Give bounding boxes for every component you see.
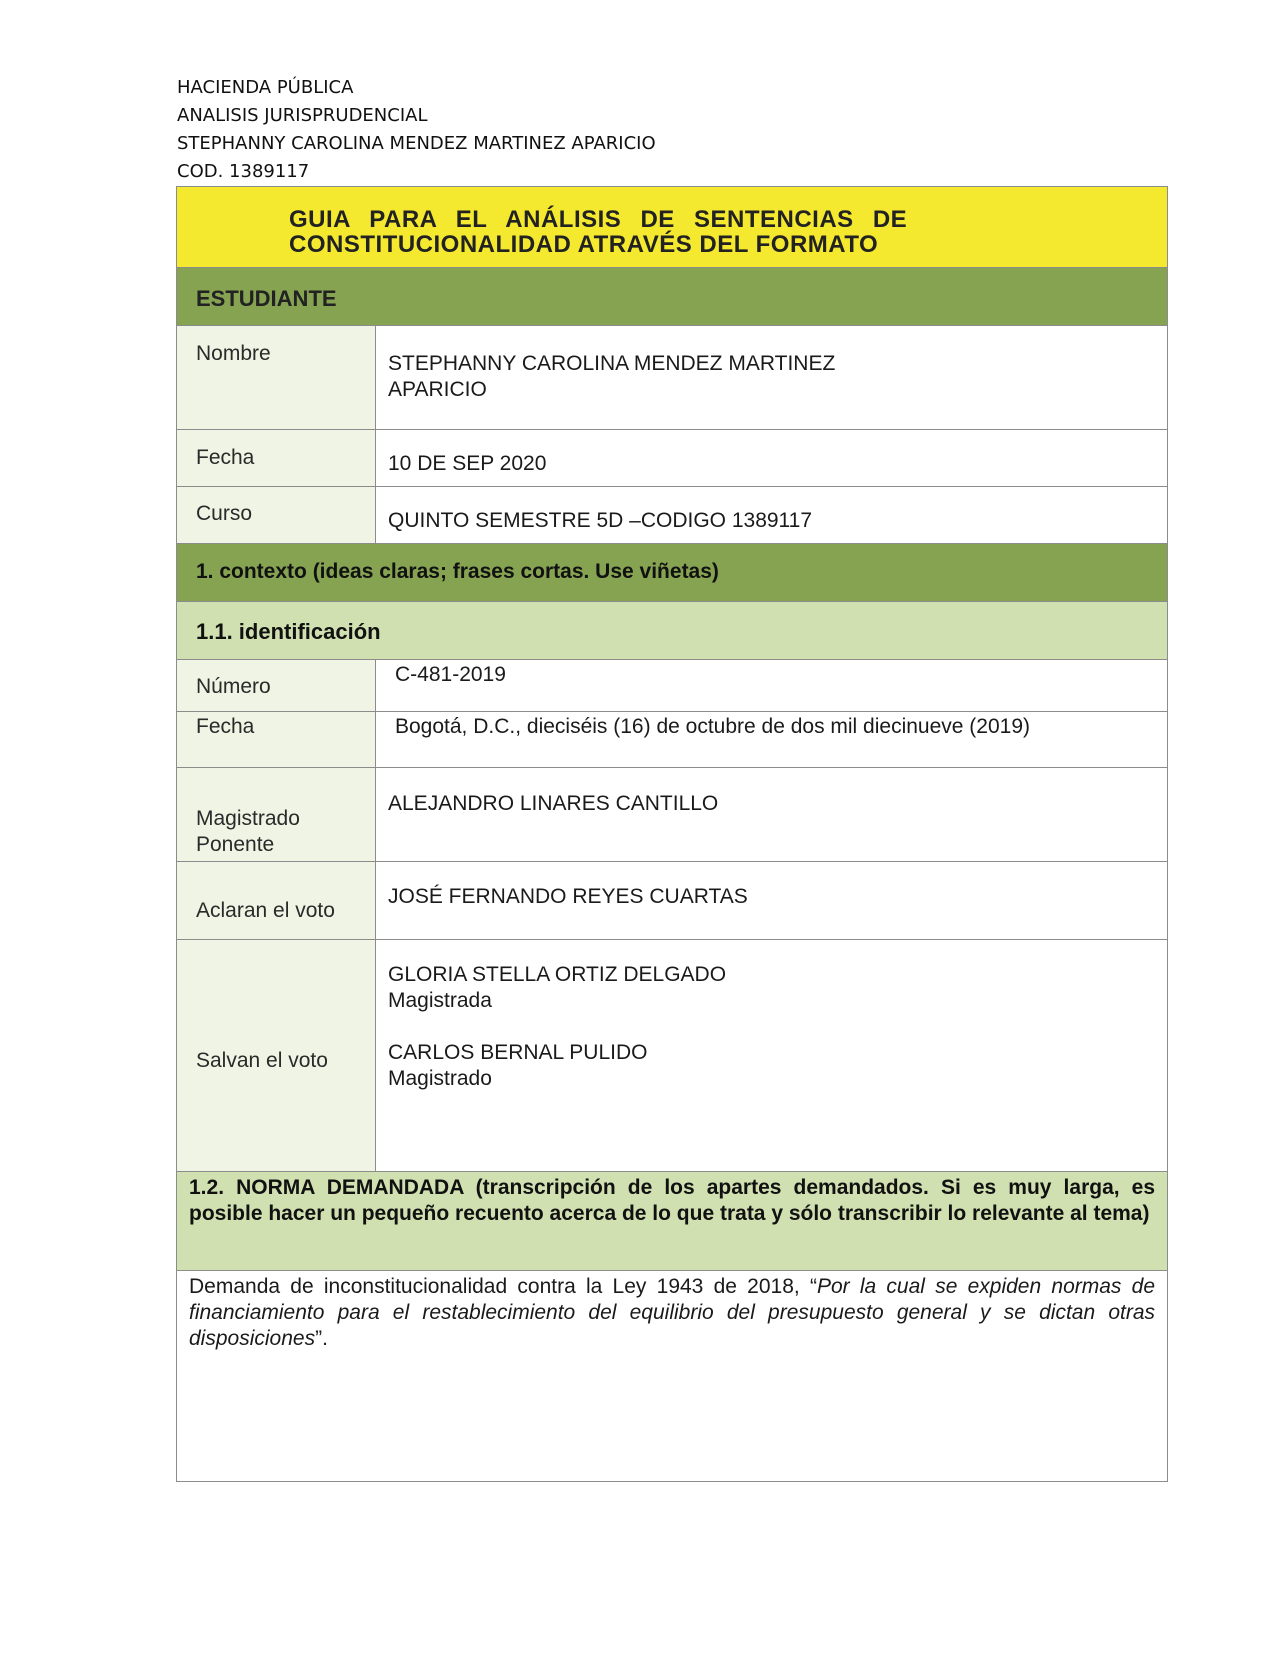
- fecha-sentencia-value: Bogotá, D.C., dieciséis (16) de octubre de dos mil diecinueve (2019): [395, 715, 1031, 738]
- nombre-label-cell: [177, 326, 376, 430]
- identificacion-heading-cell: [177, 602, 1168, 660]
- curso-value: QUINTO SEMESTRE 5D –CODIGO 1389117: [388, 509, 813, 532]
- guide-title-line1: GUIA PARA EL ANÁLISIS DE SENTENCIAS DE: [289, 206, 908, 233]
- norma-body-row: [177, 1271, 1168, 1482]
- salvan-label: Salvan el voto: [196, 1048, 328, 1072]
- fecha-value: 10 DE SEP 2020: [388, 452, 547, 475]
- norma-text: [177, 1271, 1167, 1352]
- fecha-label: Fecha: [196, 446, 255, 469]
- aclaran-row: [177, 862, 1168, 940]
- aclaran-value-cell: [376, 862, 1168, 940]
- fecha-estudiante-row: [177, 430, 1168, 487]
- estudiante-heading: ESTUDIANTE: [196, 286, 337, 311]
- magistrado-label-cell: [177, 768, 376, 862]
- document-header: [177, 74, 656, 186]
- magistrado-label: [177, 768, 375, 858]
- numero-row: [177, 660, 1168, 712]
- norma-body-cell: [177, 1271, 1168, 1482]
- salvan-row: [177, 940, 1168, 1172]
- magistrado-row: [177, 768, 1168, 862]
- norma-text-law-title: Por la cual se expiden normas de financiamiento para el restablecimiento del equilibrio del presupuesto general y se dictan otras disposiciones: [189, 1275, 1156, 1350]
- salvan-name-1: GLORIA STELLA ORTIZ DELGADO: [388, 963, 727, 986]
- magistrado-label-line2: Ponente: [196, 833, 275, 856]
- salvan-role-2: Magistrado: [388, 1067, 492, 1090]
- header-code: COD. 1389117: [177, 161, 310, 182]
- curso-row: [177, 487, 1168, 544]
- curso-label-cell: [177, 487, 376, 544]
- curso-value-cell: [376, 487, 1168, 544]
- numero-value-cell: [376, 660, 1168, 712]
- identificacion-heading-row: [177, 602, 1168, 660]
- guide-title-line2: CONSTITUCIONALIDAD ATRAVÉS DEL FORMATO: [289, 231, 879, 258]
- contexto-heading: 1. contexto (ideas claras; frases cortas. Use viñetas): [196, 560, 719, 583]
- numero-value: C-481-2019: [395, 663, 506, 686]
- magistrado-value-cell: [376, 768, 1168, 862]
- norma-text-lead: Demanda de inconstitucionalidad contra la Ley 1943 de 2018, “: [189, 1275, 817, 1298]
- fecha-sentencia-label-cell: [177, 712, 376, 768]
- header-student-name: STEPHANNY CAROLINA MENDEZ MARTINEZ APARICIO: [177, 133, 656, 154]
- norma-heading-row: [177, 1172, 1168, 1271]
- magistrado-value: ALEJANDRO LINARES CANTILLO: [388, 792, 719, 815]
- nombre-row: [177, 326, 1168, 430]
- nombre-label: Nombre: [196, 342, 271, 365]
- numero-label: Número: [196, 675, 271, 698]
- norma-heading: 1.2. NORMA DEMANDADA (transcripción de los apartes demandados. Si es muy larga, es posible hacer un pequeño recuento acerca de lo que trata y sólo transcribir lo relevante al tema): [189, 1176, 1156, 1225]
- norma-heading-cell: [177, 1172, 1168, 1271]
- aclaran-label: Aclaran el voto: [196, 899, 335, 922]
- title-row: [177, 187, 1168, 268]
- numero-label-cell: [177, 660, 376, 712]
- title-cell: [177, 187, 1168, 268]
- salvan-value: [376, 940, 1167, 1092]
- guide-title: [177, 187, 1167, 257]
- nombre-value: [376, 326, 1167, 403]
- salvan-role-1: Magistrada: [388, 989, 492, 1012]
- contexto-heading-row: [177, 544, 1168, 602]
- identificacion-heading: 1.1. identificación: [196, 619, 381, 644]
- curso-label: Curso: [196, 502, 253, 525]
- contexto-heading-cell: [177, 544, 1168, 602]
- estudiante-heading-row: [177, 268, 1168, 326]
- fecha-sentencia-row: [177, 712, 1168, 768]
- header-subject: HACIENDA PÚBLICA: [177, 77, 354, 98]
- fecha-sentencia-value-cell: [376, 712, 1168, 768]
- aclaran-label-cell: [177, 862, 376, 940]
- norma-text-tail: ”.: [315, 1327, 328, 1350]
- estudiante-heading-cell: [177, 268, 1168, 326]
- fecha-sentencia-label: Fecha: [196, 715, 255, 738]
- salvan-value-cell: [376, 940, 1168, 1172]
- salvan-name-2: CARLOS BERNAL PULIDO: [388, 1041, 648, 1064]
- analysis-guide-table: [176, 186, 1168, 1482]
- nombre-value-cell: [376, 326, 1168, 430]
- nombre-value-line2: APARICIO: [388, 378, 487, 401]
- magistrado-label-line1: Magistrado: [196, 807, 300, 830]
- salvan-label-cell: [177, 940, 376, 1172]
- header-topic: ANALISIS JURISPRUDENCIAL: [177, 105, 428, 126]
- fecha-value-cell: [376, 430, 1168, 487]
- nombre-value-line1: STEPHANNY CAROLINA MENDEZ MARTINEZ: [388, 352, 836, 375]
- fecha-label-cell: [177, 430, 376, 487]
- aclaran-value: JOSÉ FERNANDO REYES CUARTAS: [388, 885, 748, 908]
